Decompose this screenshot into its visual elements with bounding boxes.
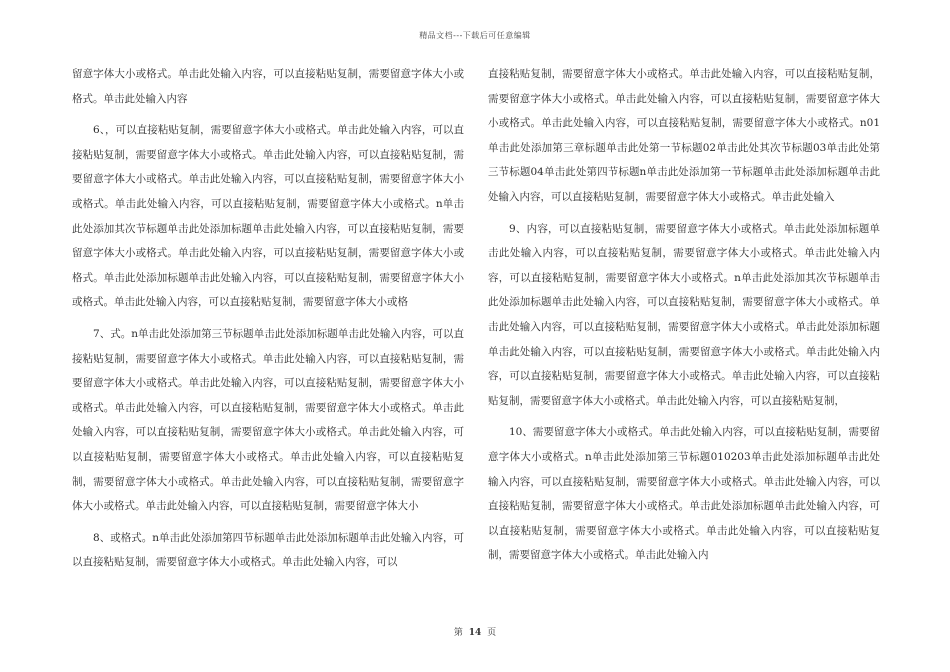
paragraph: 8、或格式。n单击此处添加第四节标题单击此处添加标题单击此处输入内容，可以直接粘贴复制，需要留意字体大小或格式。单击此处输入内容，可以 xyxy=(72,531,464,569)
paragraph: 9、内容，可以直接粘贴复制，需要留意字体大小或格式。单击此处添加标题单击此处输入内容，可以直接粘贴复制，需要留意字体大小或格式。单击此处输入内容，可以直接粘贴复制，需要留意字体大小或格式。n单击此处添加其次节标题单击此处添加标题单击此处输入内容，可以直接粘贴复制，需要留意字体大小或格式。单击此处输入内容，可以直接粘贴复制，需要留意字体大小或格式。单击此处添加标题单击此处输入内容，可以直接粘贴复制，需要留意字体大小或格式。单击此处输入内容，可以直接粘贴复制，需要留意字体大小或格式。单击此处输入内容，可以直接粘贴复制，需要留意字体大小或格式。单击此处输入内容，可以直接粘贴复制， xyxy=(488,222,880,407)
page-header: 精品文档---下载后可任意编辑 xyxy=(419,31,531,40)
right-column xyxy=(488,62,880,575)
page-label-suffix: 页 xyxy=(487,628,497,638)
paragraph: 7、式。n单击此处添加第三节标题单击此处添加标题单击此处输入内容，可以直接粘贴复制，需要留意字体大小或格式。单击此处输入内容，可以直接粘贴复制，需要留意字体大小或格式。单击此处输入内容，可以直接粘贴复制，需要留意字体大小或格式。单击此处输入内容，可以直接粘贴复制，需要留意字体大小或格式。单击此处输入内容，可以直接粘贴复制，需要留意字体大小或格式。单击此处输入内容，可以直接粘贴复制，需要留意字体大小或格式。单击此处输入内容，可以直接粘贴复制，需要留意字体大小或格式。单击此处输入内容，可以直接粘贴复制，需要留意字体大小或格式。单击此处输入内容，可以直接粘贴复制，需要留意字体大小 xyxy=(72,327,464,513)
page-footer xyxy=(0,625,950,638)
page-label-prefix: 第 xyxy=(453,628,463,638)
page-number: 14 xyxy=(468,628,482,638)
paragraph: 6、，可以直接粘贴复制，需要留意字体大小或格式。单击此处输入内容，可以直接粘贴复制，需要留意字体大小或格式。单击此处输入内容，可以直接粘贴复制，需要留意字体大小或格式。单击此处输入内容，可以直接粘贴复制，需要留意字体大小或格式。单击此处输入内容，可以直接粘贴复制，需要留意字体大小或格式。n单击此处添加其次节标题单击此处添加标题单击此处输入内容，可以直接粘贴复制，需要留意字体大小或格式。单击此处输入内容，可以直接粘贴复制，需要留意字体大小或格式。单击此处添加标题单击此处输入内容，可以直接粘贴复制，需要留意字体大小或格式。单击此处输入内容，可以直接粘贴复制，需要留意字体大小或格 xyxy=(72,124,464,309)
paragraph: 10、需要留意字体大小或格式。单击此处输入内容，可以直接粘贴复制，需要留意字体大小或格式。n单击此处添加第三节标题010203单击此处添加标题单击此处输入内容，可以直接粘贴复制，需要留意字体大小或格式。单击此处输入内容，可以直接粘贴复制，需要留意字体大小或格式。单击此处添加标题单击此处输入内容，可以直接粘贴复制，需要留意字体大小或格式。单击此处输入内容，可以直接粘贴复制，需要留意字体大小或格式。单击此处输入内 xyxy=(488,426,880,562)
paragraph: 留意字体大小或格式。单击此处输入内容，可以直接粘贴复制，需要留意字体大小或格式。单击此处输入内容 xyxy=(72,68,464,105)
left-column xyxy=(72,62,464,582)
paragraph: 直接粘贴复制，需要留意字体大小或格式。单击此处输入内容，可以直接粘贴复制，需要留意字体大小或格式。单击此处输入内容，可以直接粘贴复制，需要留意字体大小或格式。单击此处输入内容，可以直接粘贴复制，需要留意字体大小或格式。n01单击此处添加第三章标题单击此处第一节标题02单击此处其次节标题03单击此处第三节标题04单击此处第四节标题n单击此处添加第一节标题单击此处添加标题单击此处输入内容，可以直接粘贴复制，需要留意字体大小或格式。单击此处输入 xyxy=(488,68,880,203)
